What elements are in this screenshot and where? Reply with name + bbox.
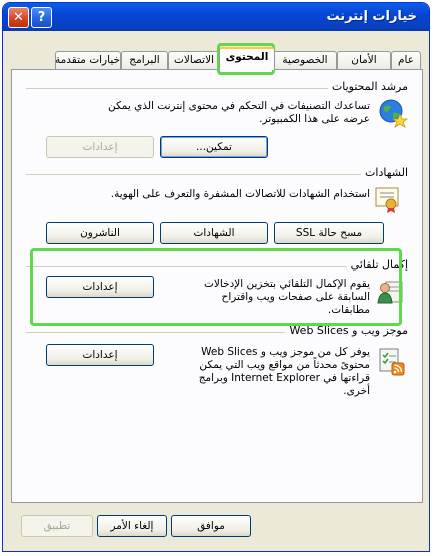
content-tab-panel: [11, 69, 423, 503]
tab-general[interactable]: عام: [391, 51, 421, 69]
content-advisor-settings-button[interactable]: إعدادات: [46, 136, 154, 158]
feeds-settings-button[interactable]: إعدادات: [46, 344, 154, 366]
close-button[interactable]: ✕: [8, 7, 29, 28]
tab-advanced[interactable]: خيارات متقدمة: [55, 51, 121, 69]
tab-strip: [3, 47, 429, 71]
autocomplete-title: إكمال تلقائي: [347, 258, 408, 271]
title-bar[interactable]: [3, 3, 429, 31]
internet-options-window: [2, 2, 430, 552]
cancel-button[interactable]: إلغاء الأمر: [97, 515, 167, 537]
content-advisor-description: تساعدك التصنيفات في التحكم في محتوى إنترنت الذي يمكن عرضه على هذا الكمبيوتر.: [107, 100, 370, 125]
tab-security[interactable]: الأمان: [337, 51, 391, 69]
tab-programs[interactable]: البرامج: [121, 51, 168, 69]
apply-button[interactable]: تطبيق: [21, 515, 93, 537]
globe-star-icon: [378, 98, 408, 128]
feeds-description: يوفر كل من موجز ويب و Web Slices محتوىً محدثاً من مواقع ويب التي يمكن قراءتها في Internet Explorer وبرامج أخرى.: [198, 346, 370, 397]
certificate-icon: [374, 186, 404, 216]
clear-ssl-state-button[interactable]: مسح حالة SSL: [274, 222, 384, 244]
autocomplete-settings-button[interactable]: إعدادات: [46, 276, 154, 298]
help-button[interactable]: ?: [31, 7, 52, 28]
publishers-button[interactable]: الناشرون: [46, 222, 154, 244]
tab-connections[interactable]: الاتصالات: [168, 51, 220, 69]
tab-privacy[interactable]: الخصوصية: [273, 51, 337, 69]
certificates-title: الشهادات: [361, 166, 408, 179]
feeds-title: موجز ويب و Web Slices: [285, 324, 408, 337]
autocomplete-user-icon: [376, 276, 406, 306]
content-advisor-enable-button[interactable]: تمكين...: [160, 136, 268, 158]
content-advisor-title: مرشد المحتويات: [328, 80, 408, 93]
window-title: خيارات إنترنت: [326, 9, 417, 24]
ok-button[interactable]: موافق: [171, 515, 251, 537]
certificates-button[interactable]: الشهادات: [160, 222, 268, 244]
tab-content[interactable]: المحتوى: [219, 47, 275, 70]
feeds-icon: [376, 346, 406, 376]
autocomplete-description: يقوم الإكمال التلقائي بتخزين الإدخالات السابقة على صفحات ويب واقتراح مطابقات.: [204, 278, 370, 316]
certificates-description: استخدام الشهادات للاتصالات المشفرة والتعرف على الهوية.: [110, 188, 370, 200]
certificates-divider: [26, 174, 408, 175]
